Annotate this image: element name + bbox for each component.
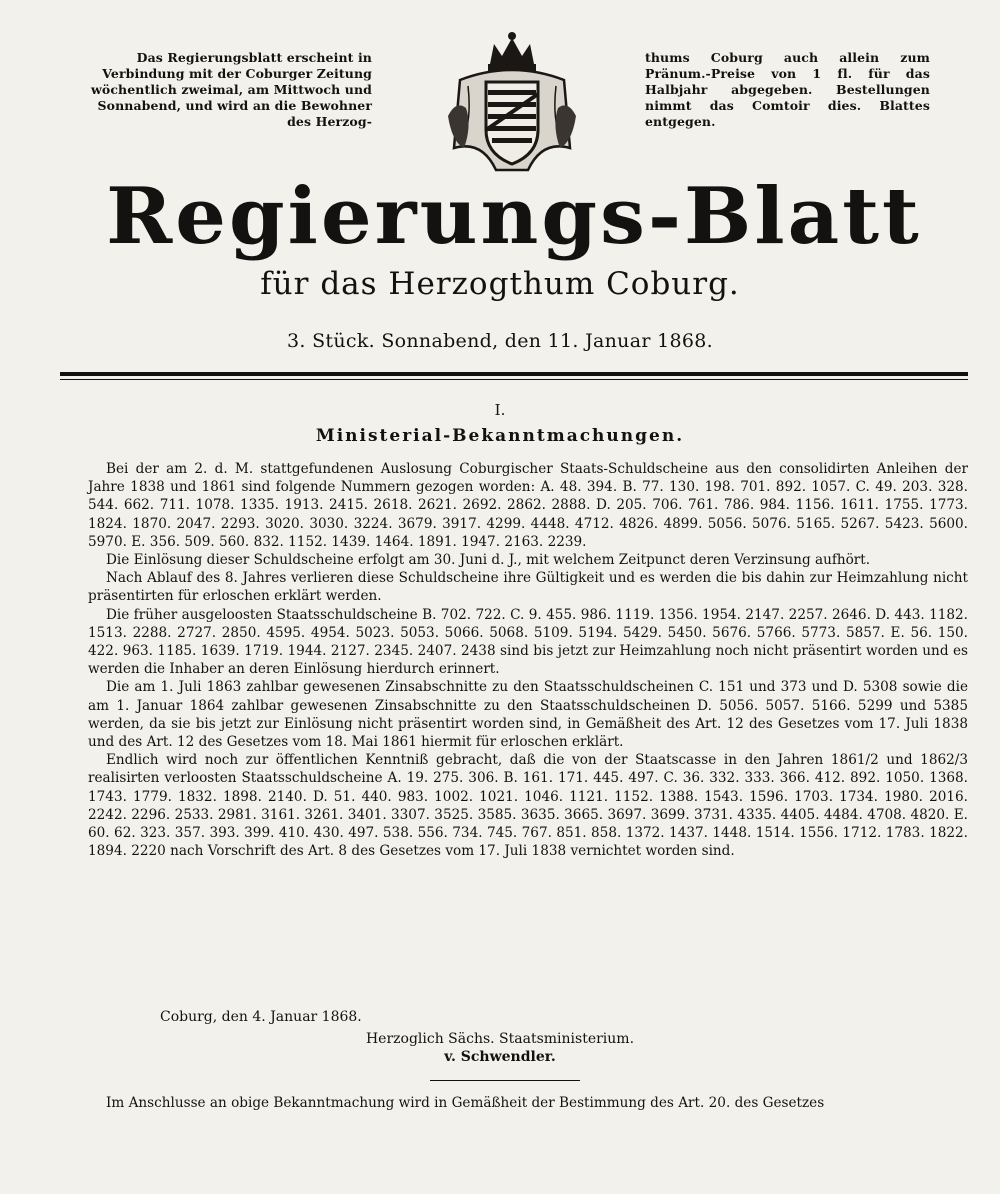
signature-date: Coburg, den 4. Januar 1868. xyxy=(160,1009,362,1025)
newspaper-masthead: Regierungs-Blatt xyxy=(106,171,922,262)
signature-name: v. Schwendler. xyxy=(444,1049,556,1065)
header-rule xyxy=(60,372,968,376)
paragraph-drawing: Bei der am 2. d. M. stattgefundenen Auslosung Coburgischer Staats-Schuldscheine aus den consolidirten Anleihen der Jahre 1838 und 1861 sind folgende Nummern gezogen worden: A. 48. 394. B. 77. 130. 198. 701. 892. 1057. C. 49. 203. 328. 544. 662. 711. 1078. 1335. 1913. 2415. 2618. 2621. 2692. 2862. 2888. D. 205. 706. 761. 786. 984. 1156. 1611. 1755. 1773. 1824. 1870. 2047. 2293. 3020. 3030. 3224. 3679. 3917. 4299. 4448. 4712. 4826. 4899. 5056. 5076. 5165. 5267. 5423. 5600. 5970. E. 356. 509. 560. 832. 1152. 1439. 1464. 1891. 1947. 2163. 2239. xyxy=(88,461,968,550)
article-body xyxy=(88,460,968,860)
separator-rule xyxy=(430,1080,580,1081)
section-title: Ministerial-Bekanntmachungen. xyxy=(315,426,685,446)
paragraph-validity: Nach Ablauf des 8. Jahres verlieren diese Schuldscheine ihre Gültigkeit und es werden die bis dahin zur Heimzahlung nicht präsentirten für erloschen erklärt werden. xyxy=(88,570,968,605)
continuation-paragraph: Im Anschlusse an obige Bekanntmachung wird in Gemäßheit der Bestimmung des Art. 20. des Gesetzes xyxy=(106,1095,825,1111)
section-number: I. xyxy=(494,401,506,419)
paragraph-redemption: Die Einlösung dieser Schuldscheine erfolgt am 30. Juni d. J., mit welchem Zeitpunct deren Verzinsung aufhört. xyxy=(106,552,871,569)
paragraph-destroyed: Endlich wird noch zur öffentlichen Kenntniß gebracht, daß die von der Staatscasse in den Jahren 1861/2 und 1862/3 realisirten verloosten Staatsschuldscheine A. 19. 275. 306. B. 161. 171. 445. 497. C. 36. 332. 333. 366. 412. 892. 1050. 1368. 1743. 1779. 1832. 1898. 2140. D. 51. 440. 983. 1002. 1021. 1046. 1121. 1152. 1388. 1543. 1596. 1703. 1734. 1980. 2016. 2242. 2296. 2533. 2981. 3161. 3261. 3401. 3307. 3525. 3585. 3635. 3665. 3697. 3699. 3731. 4335. 4405. 4484. 4708. 4820. E. 60. 62. 323. 357. 393. 399. 410. 430. 497. 538. 556. 734. 745. 767. 851. 858. 1372. 1437. 1448. 1514. 1556. 1712. 1783. 1822. 1894. 2220 nach Vorschrift des Art. 8 des Gesetzes vom 17. Juli 1838 vernichtet worden sind. xyxy=(88,752,968,860)
coat-of-arms-icon xyxy=(442,30,582,180)
signature-office: Herzoglich Sächs. Staatsministerium. xyxy=(365,1031,635,1047)
header-rule-thin xyxy=(60,379,968,380)
subscription-notice-left: Das Regierungsblatt erscheint in Verbindung mit der Coburger Zeitung wöchentlich zweimal, am Mittwoch und Sonnabend, und wird an die Bewohner des Herzog- xyxy=(91,50,372,129)
masthead-subtitle: für das Herzogthum Coburg. xyxy=(260,266,740,302)
paragraph-coupons: Die am 1. Juli 1863 zahlbar gewesenen Zinsabschnitte zu den Staatsschuldscheinen C. 151 und 373 und D. 5308 sowie die am 1. Januar 1864 zahlbar gewesenen Zinsabschnitte zu den Staatsschuldscheinen D. 5056. 5057. 5166. 5299 und 5385 werden, da sie bis jetzt zur Einlösung nicht präsentirt worden sind, in Gemäßheit des Art. 12 des Gesetzes vom 17. Juli 1838 und des Art. 12 des Gesetzes vom 18. Mai 1861 hiermit für erloschen erklärt. xyxy=(88,679,968,751)
subscription-notice-right: thums Coburg auch allein zum Pränum.-Preise von 1 fl. für das Halbjahr abgegeben. Bestellungen nimmt das Comtoir dies. Blattes entgegen. xyxy=(645,50,930,129)
paragraph-unpresented: Die früher ausgeloosten Staatsschuldscheine B. 702. 722. C. 9. 455. 986. 1119. 1356. 1954. 2147. 2257. 2646. D. 443. 1182. 1513. 2288. 2727. 2850. 4595. 4954. 5023. 5053. 5066. 5068. 5109. 5194. 5429. 5450. 5676. 5766. 5773. 5857. E. 56. 150. 422. 963. 1185. 1639. 1719. 1944. 2127. 2345. 2407. 2438 sind bis jetzt zur Heimzahlung noch nicht präsentirt worden und es werden die Inhaber an deren Einlösung hierdurch erinnert. xyxy=(88,606,968,678)
issue-line: 3. Stück. Sonnabend, den 11. Januar 1868. xyxy=(287,330,713,352)
